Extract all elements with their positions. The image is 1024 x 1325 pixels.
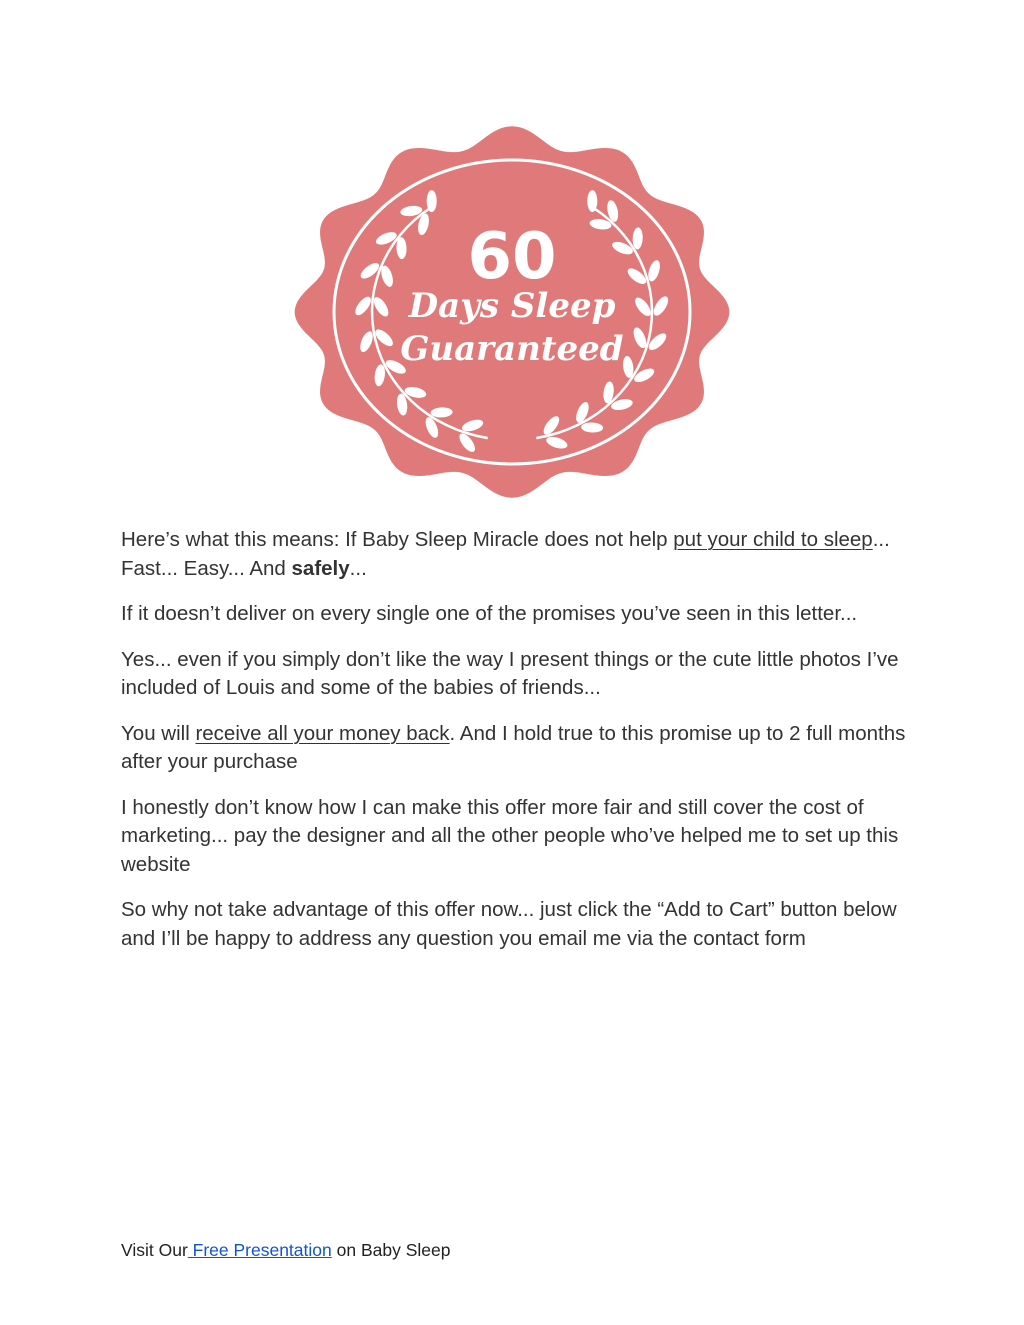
p1-text-b: ... Fast... Easy... And	[121, 528, 890, 580]
put-child-to-sleep-link[interactable]: put your child to sleep	[673, 528, 873, 551]
letter-body	[121, 526, 911, 970]
guarantee-badge	[294, 120, 730, 504]
badge-line-1: Days Sleep	[408, 286, 616, 326]
p1-text-c: ...	[349, 556, 367, 580]
badge-line-2: Guaranteed	[400, 329, 624, 369]
footer-prefix: Visit Our	[121, 1240, 188, 1260]
paragraph-1	[121, 526, 911, 583]
badge-number: 60	[467, 220, 557, 294]
free-presentation-link[interactable]: Free Presentation	[187, 1240, 332, 1260]
footer-suffix: on Baby Sleep	[331, 1240, 451, 1260]
p4-text-a: You will	[121, 721, 196, 745]
p4-text-b: . And I hold true to this promise up to 2 full months after your purchase	[121, 721, 906, 773]
paragraph-6: So why not take advantage of this offer now... just click the “Add to Cart” button below and I’ll be happy to address any question you email me via the contact form	[121, 898, 897, 950]
paragraph-4	[121, 720, 911, 777]
laurel-tip-leaf	[427, 190, 437, 212]
seal-icon	[294, 120, 730, 504]
p1-bold-safely: safely	[291, 556, 350, 580]
p1-text-a: Here’s what this means: If Baby Sleep Miracle does not help	[121, 528, 674, 551]
money-back-link[interactable]: receive all your money back	[195, 721, 450, 745]
paragraph-2: If it doesn’t deliver on every single one of the promises you’ve seen in this letter...	[121, 602, 858, 625]
laurel-tip-leaf	[587, 190, 597, 212]
paragraph-5: I honestly don’t know how I can make this offer more fair and still cover the cost of marketing... pay the designer and all the other people who’ve helped me to set up this website	[121, 795, 899, 876]
footer	[121, 1240, 450, 1261]
paragraph-3: Yes... even if you simply don’t like the way I present things or the cute little photos I’ve included of Louis and some of the babies of friends...	[121, 647, 899, 699]
